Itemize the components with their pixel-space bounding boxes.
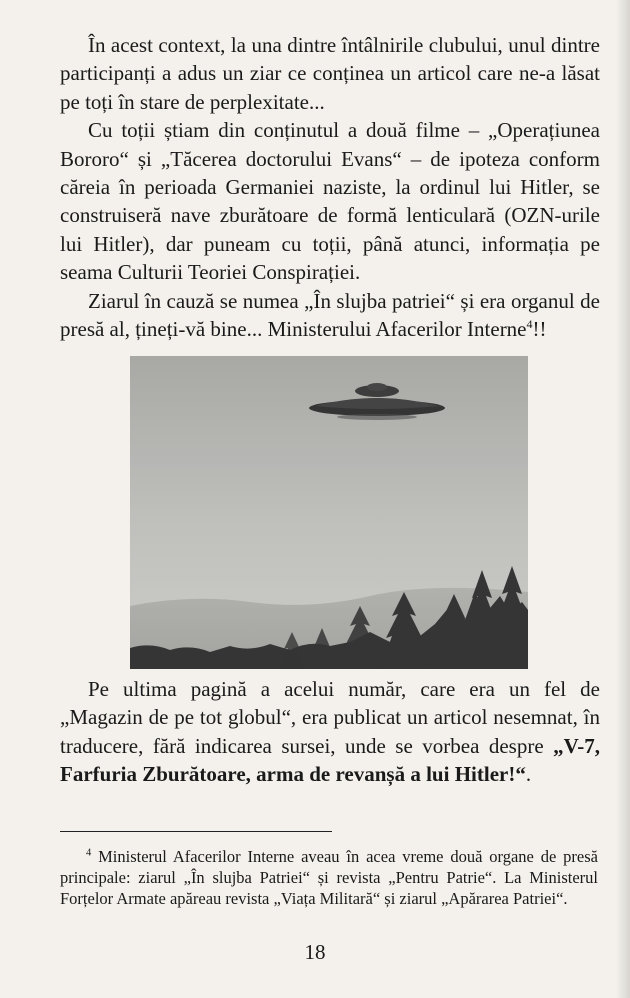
footnote-marker: 4 bbox=[86, 847, 92, 859]
paragraph-3-text: Ziarul în cauză se numea „În slujba patriei“ și era organul de presă al, țineți-vă bine... Ministerului Afacerilor Interne bbox=[60, 288, 600, 342]
paragraph-3-end: !! bbox=[532, 317, 547, 342]
body-text-top bbox=[60, 31, 600, 343]
footnote-text: Ministerul Afacerilor Interne aveau în acea vreme două organe de presă principale: ziarul „În slujba Patriei“ și revista „Pentru Patrie“. La Ministerul Forțelor Armate apăreau revista „Viața Militară“ și ziarul „Apărarea Patriei“. bbox=[60, 847, 598, 908]
footnote-reference: 4 bbox=[526, 317, 533, 332]
footnote-paragraph bbox=[60, 846, 598, 909]
paragraph-2: Cu toții știam din conținutul a două filme – „Operațiunea Bororo“ și „Tăcerea doctorului Evans“ – de ipoteza conform căreia în perioada Germaniei naziste, la ordinul lui Hitler, se construiseră nave zburătoare de formă lenticulară (OZN-urile lui Hitler), dar puneam cu toții, până atunci, informația pe seama Culturii Teoriei Conspirației. bbox=[60, 118, 600, 285]
paragraph-4 bbox=[60, 675, 600, 789]
footnote-separator bbox=[60, 831, 332, 832]
page-number: 18 bbox=[304, 940, 326, 964]
paragraph-4-text: Pe ultima pagină a acelui număr, care era un fel de „Magazin de pe tot globul“, era publicat un articol nesemnat, în traducere, fără indicarea sursei, unde se vorbea despre bbox=[60, 677, 600, 758]
paragraph-3 bbox=[60, 287, 600, 344]
page-edge-shadow bbox=[616, 0, 630, 998]
body-text-bottom bbox=[60, 675, 600, 789]
paragraph-1: În acest context, la una dintre întâlnirile clubului, unul dintre participanți a adus un ziar ce conținea un articol care ne-a lăsat pe toți în stare de perplexitate... bbox=[60, 33, 600, 114]
paragraph-4-end: . bbox=[525, 762, 532, 787]
paragraph-4-bold-title: „V-7, Farfuria Zburătoare, arma de revanșă a lui Hitler!“ bbox=[60, 733, 600, 787]
footnote bbox=[60, 846, 598, 909]
ufo-photograph bbox=[130, 356, 528, 669]
